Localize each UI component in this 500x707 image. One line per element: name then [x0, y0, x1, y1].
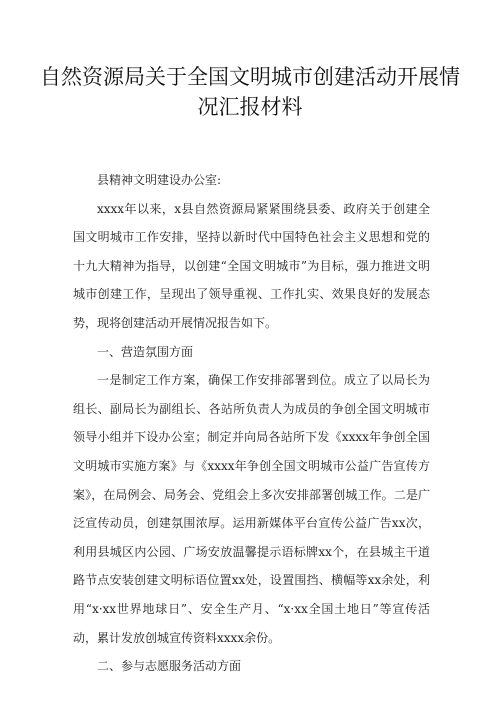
intro-paragraph: xxxx年以来，x县自然资源局紧紧围绕县委、政府关于创建全国文明城市工作安排，坚持以新时代中国特色社会主义思想和党的十九大精神为指导，以创建“全国文明城市”为目标，强力推进文明城市创建工作，呈现出了领导重视、工作扎实、效果良好的发展态势，现将创建活动开展情况报告如下。	[73, 201, 430, 330]
atmosphere-paragraph: 一是制定工作方案，确保工作安排部署到位。成立了以局长为组长、副局长为副组长、各站所负责人为成员的争创全国文明城市领导小组并下设办公室；制定并向局各站所下发《xxxx年争创全国文明城市实施方案》与《xxxx年争创全国文明城市公益广告宣传方案》，在局例会、局务会、党组会上多次安排部署创城工作。二是广泛宣传动员，创建氛围浓厚。运用新媒体平台宣传公益广告xx次，利用县城区内公园、广场安放温馨提示语标牌xx个，在县城主干道路节点安装创建文明标语位置xx处，设置围挡、横幅等xx余处，利用“x·xx世界地球日”、安全生产月、“x·xx全国土地日”等宣传活动，累计发放创城宣传资料xxxx余份。	[73, 373, 430, 645]
salutation: 县精神文明建设办公室:	[97, 173, 222, 187]
section-heading-volunteer: 二、参与志愿服务活动方面	[97, 659, 242, 674]
section-heading-atmosphere: 一、营造氛围方面	[97, 344, 194, 359]
document-body	[73, 166, 430, 681]
document-title: 自然资源局关于全国文明城市创建活动开展情况汇报材料	[40, 65, 460, 119]
